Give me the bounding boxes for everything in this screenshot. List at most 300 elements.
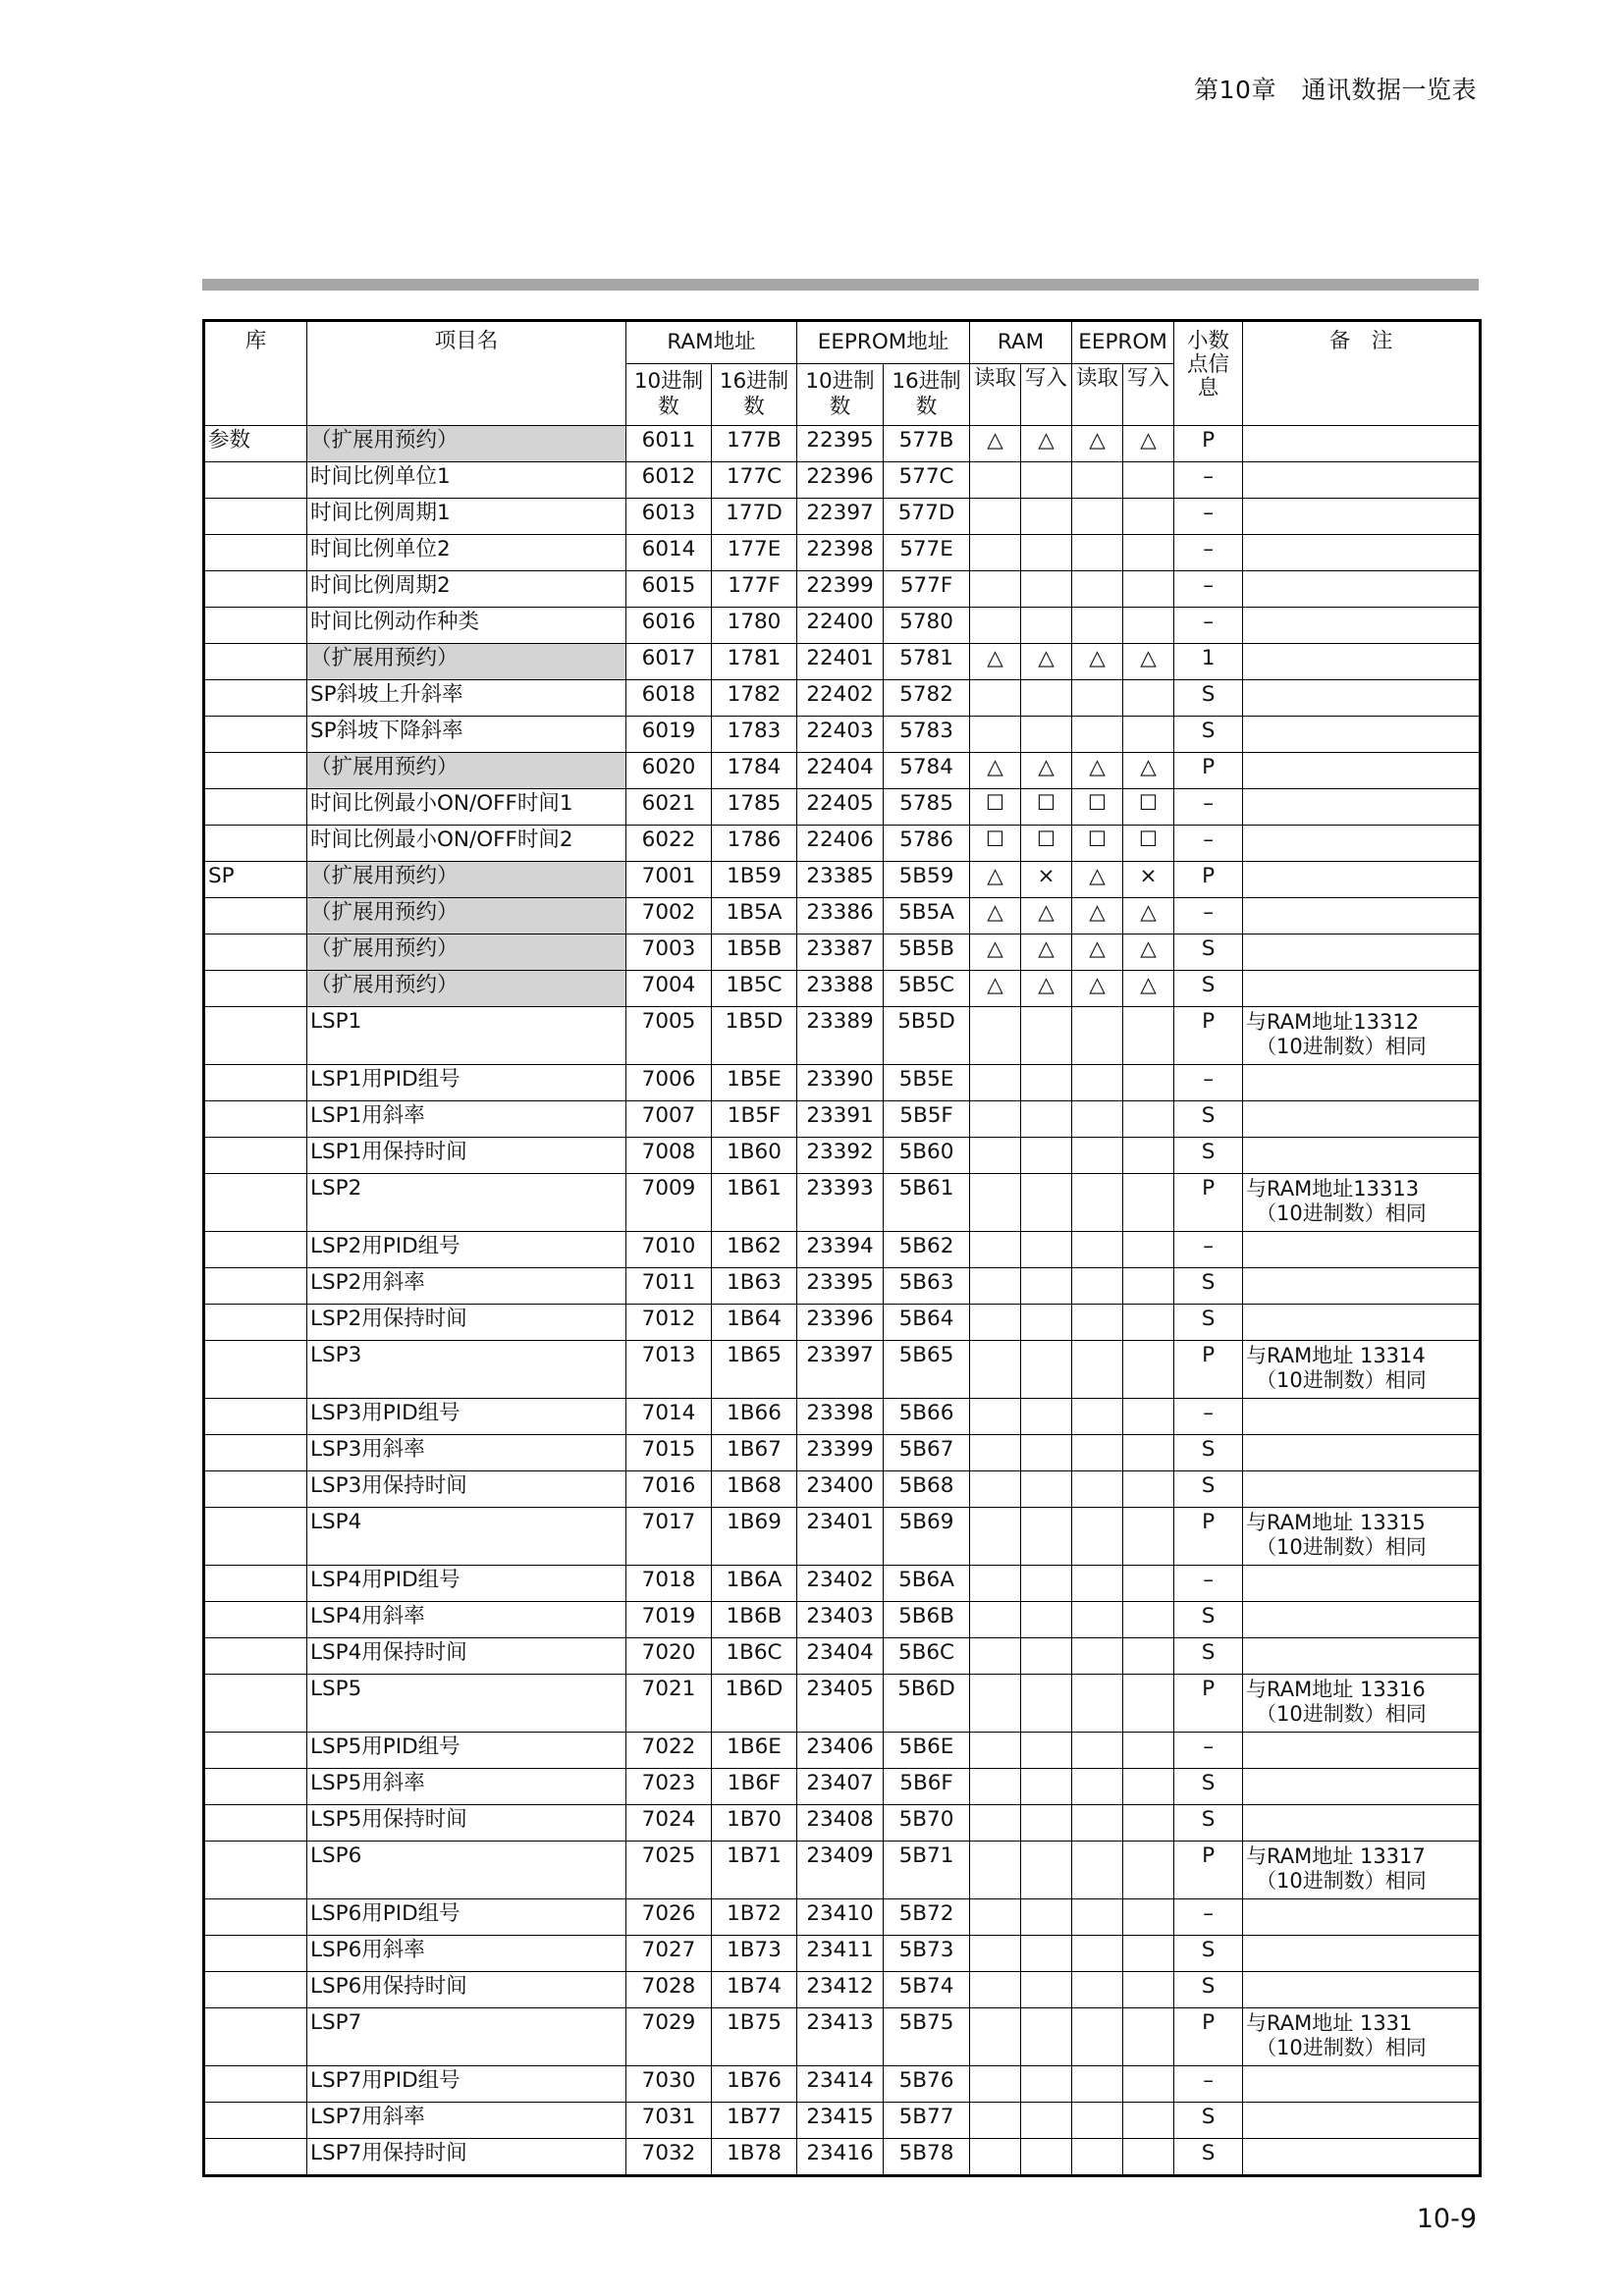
eeprom-dec-cell: 23409 <box>797 1842 884 1899</box>
item-name-cell: LSP3 <box>307 1341 626 1399</box>
eeprom-dec-cell: 23407 <box>797 1769 884 1805</box>
ram-write-cell <box>1021 1733 1072 1769</box>
ram-dec-cell: 7027 <box>626 1936 712 1972</box>
eeprom-read-cell <box>1072 1232 1123 1268</box>
note-cell <box>1243 934 1481 971</box>
item-name-cell: 时间比例单位2 <box>307 535 626 571</box>
ram-write-cell: △ <box>1021 971 1072 1007</box>
ram-read-cell <box>970 1899 1021 1936</box>
eeprom-write-cell: × <box>1123 862 1174 898</box>
decimal-info-cell: – <box>1174 789 1243 826</box>
eeprom-dec-cell: 23386 <box>797 898 884 934</box>
ram-dec-cell: 7021 <box>626 1675 712 1733</box>
decimal-info-cell: – <box>1174 1566 1243 1602</box>
library-cell <box>204 1341 307 1399</box>
ram-hex-cell: 1785 <box>712 789 797 826</box>
ram-dec-cell: 6021 <box>626 789 712 826</box>
ram-hex-cell: 1B71 <box>712 1842 797 1899</box>
ram-hex-cell: 1B76 <box>712 2066 797 2103</box>
ram-write-cell <box>1021 535 1072 571</box>
ram-read-cell <box>970 1805 1021 1842</box>
ram-write-cell <box>1021 1675 1072 1733</box>
eeprom-hex-cell: 5783 <box>884 717 970 753</box>
decimal-info-cell: – <box>1174 1399 1243 1435</box>
eeprom-hex-cell: 5B6B <box>884 1602 970 1638</box>
ram-read-cell <box>970 462 1021 499</box>
note-cell <box>1243 499 1481 535</box>
item-name-cell: LSP5用PID组号 <box>307 1733 626 1769</box>
library-cell <box>204 1007 307 1065</box>
table-row <box>204 971 1481 1007</box>
col-eeprom-hex: 16进制数 <box>884 364 970 426</box>
eeprom-read-cell <box>1072 1899 1123 1936</box>
eeprom-read-cell <box>1072 1101 1123 1138</box>
ram-dec-cell: 7006 <box>626 1065 712 1101</box>
eeprom-hex-cell: 5B71 <box>884 1842 970 1899</box>
ram-write-cell <box>1021 1399 1072 1435</box>
col-note: 备 注 <box>1243 321 1481 426</box>
ram-write-cell <box>1021 1174 1072 1232</box>
table-row <box>204 1602 1481 1638</box>
eeprom-read-cell <box>1072 1566 1123 1602</box>
eeprom-read-cell <box>1072 1972 1123 2008</box>
decimal-info-cell: – <box>1174 1899 1243 1936</box>
library-cell <box>204 571 307 608</box>
ram-read-cell <box>970 1174 1021 1232</box>
eeprom-read-cell <box>1072 717 1123 753</box>
ram-dec-cell: 7004 <box>626 971 712 1007</box>
eeprom-write-cell <box>1123 462 1174 499</box>
note-cell <box>1243 1899 1481 1936</box>
table-row <box>204 898 1481 934</box>
chapter-name: 通讯数据一览表 <box>1301 76 1477 104</box>
eeprom-hex-cell: 5B60 <box>884 1138 970 1174</box>
ram-write-cell <box>1021 680 1072 717</box>
ram-write-cell <box>1021 1805 1072 1842</box>
note-cell <box>1243 1805 1481 1842</box>
ram-read-cell <box>970 1675 1021 1733</box>
note-line-2: （10进制数）相同 <box>1256 1201 1427 1225</box>
eeprom-write-cell <box>1123 1769 1174 1805</box>
decimal-info-cell: – <box>1174 1232 1243 1268</box>
eeprom-hex-cell: 5B72 <box>884 1899 970 1936</box>
eeprom-write-cell: ☐ <box>1123 826 1174 862</box>
item-name-cell: LSP2 <box>307 1174 626 1232</box>
eeprom-hex-cell: 577C <box>884 462 970 499</box>
ram-dec-cell: 7015 <box>626 1435 712 1471</box>
item-name-cell: LSP5用斜率 <box>307 1769 626 1805</box>
library-cell <box>204 2103 307 2139</box>
eeprom-write-cell <box>1123 2103 1174 2139</box>
table-row <box>204 571 1481 608</box>
note-cell <box>1243 2008 1481 2066</box>
col-ram-read: 读取 <box>970 364 1021 426</box>
eeprom-read-cell <box>1072 1508 1123 1566</box>
item-name-cell: （扩展用预约） <box>307 898 626 934</box>
library-cell <box>204 1675 307 1733</box>
eeprom-write-cell <box>1123 1899 1174 1936</box>
col-eeprom-read: 读取 <box>1072 364 1123 426</box>
library-cell <box>204 717 307 753</box>
decimal-info-cell: S <box>1174 1602 1243 1638</box>
library-cell <box>204 1065 307 1101</box>
ram-write-cell <box>1021 1471 1072 1508</box>
ram-hex-cell: 1B6C <box>712 1638 797 1675</box>
library-cell <box>204 934 307 971</box>
eeprom-dec-cell: 22400 <box>797 608 884 644</box>
eeprom-write-cell <box>1123 1936 1174 1972</box>
eeprom-hex-cell: 5B78 <box>884 2139 970 2176</box>
library-cell <box>204 1101 307 1138</box>
item-name-cell: LSP7用斜率 <box>307 2103 626 2139</box>
ram-hex-cell: 1B6D <box>712 1675 797 1733</box>
eeprom-read-cell <box>1072 608 1123 644</box>
col-ram-write: 写入 <box>1021 364 1072 426</box>
library-cell <box>204 535 307 571</box>
ram-hex-cell: 1B5D <box>712 1007 797 1065</box>
library-cell <box>204 1174 307 1232</box>
table-row <box>204 1174 1481 1232</box>
ram-read-cell <box>970 717 1021 753</box>
note-cell <box>1243 608 1481 644</box>
eeprom-write-cell: △ <box>1123 644 1174 680</box>
eeprom-write-cell: ☐ <box>1123 789 1174 826</box>
eeprom-hex-cell: 577B <box>884 426 970 462</box>
eeprom-read-cell <box>1072 1399 1123 1435</box>
ram-dec-cell: 6019 <box>626 717 712 753</box>
note-cell <box>1243 1007 1481 1065</box>
note-cell <box>1243 1399 1481 1435</box>
eeprom-hex-cell: 5B69 <box>884 1508 970 1566</box>
eeprom-write-cell <box>1123 1638 1174 1675</box>
decimal-info-cell: S <box>1174 1805 1243 1842</box>
eeprom-write-cell <box>1123 1435 1174 1471</box>
eeprom-read-cell <box>1072 1007 1123 1065</box>
ram-dec-cell: 7018 <box>626 1566 712 1602</box>
eeprom-write-cell <box>1123 1174 1174 1232</box>
eeprom-dec-cell: 23396 <box>797 1305 884 1341</box>
eeprom-hex-cell: 5B6F <box>884 1769 970 1805</box>
eeprom-dec-cell: 23403 <box>797 1602 884 1638</box>
table-row <box>204 426 1481 462</box>
ram-dec-cell: 6012 <box>626 462 712 499</box>
library-cell <box>204 1805 307 1842</box>
ram-hex-cell: 1B64 <box>712 1305 797 1341</box>
eeprom-write-cell <box>1123 1602 1174 1638</box>
note-line-2: （10进制数）相同 <box>1256 1368 1427 1392</box>
library-cell <box>204 1268 307 1305</box>
note-cell <box>1243 680 1481 717</box>
item-name-cell: 时间比例最小ON/OFF时间2 <box>307 826 626 862</box>
chapter-number: 第10章 <box>1194 76 1276 104</box>
note-cell <box>1243 1268 1481 1305</box>
item-name-cell: LSP1用保持时间 <box>307 1138 626 1174</box>
ram-dec-cell: 7010 <box>626 1232 712 1268</box>
ram-write-cell <box>1021 1435 1072 1471</box>
ram-dec-cell: 7032 <box>626 2139 712 2176</box>
table-row <box>204 1936 1481 1972</box>
ram-dec-cell: 7016 <box>626 1471 712 1508</box>
eeprom-hex-cell: 5B6C <box>884 1638 970 1675</box>
library-cell <box>204 1471 307 1508</box>
table-row <box>204 1899 1481 1936</box>
eeprom-hex-cell: 5B65 <box>884 1341 970 1399</box>
decimal-info-cell: S <box>1174 1936 1243 1972</box>
ram-hex-cell: 1B59 <box>712 862 797 898</box>
col-decimal: 小数点信息 <box>1174 321 1243 426</box>
table-row <box>204 462 1481 499</box>
eeprom-write-cell <box>1123 535 1174 571</box>
eeprom-write-cell <box>1123 1138 1174 1174</box>
table-row <box>204 2066 1481 2103</box>
ram-dec-cell: 7026 <box>626 1899 712 1936</box>
ram-read-cell <box>970 1341 1021 1399</box>
eeprom-read-cell: △ <box>1072 426 1123 462</box>
ram-write-cell <box>1021 717 1072 753</box>
eeprom-dec-cell: 22399 <box>797 571 884 608</box>
eeprom-read-cell <box>1072 1435 1123 1471</box>
ram-hex-cell: 1B5B <box>712 934 797 971</box>
note-line-1: 与RAM地址 13316 <box>1246 1678 1426 1701</box>
eeprom-hex-cell: 5B70 <box>884 1805 970 1842</box>
eeprom-dec-cell: 22398 <box>797 535 884 571</box>
eeprom-hex-cell: 5B67 <box>884 1435 970 1471</box>
col-eeprom: EEPROM <box>1072 321 1174 364</box>
ram-dec-cell: 6016 <box>626 608 712 644</box>
ram-hex-cell: 1B6A <box>712 1566 797 1602</box>
decimal-info-cell: S <box>1174 1101 1243 1138</box>
note-line-2: （10进制数）相同 <box>1256 1869 1427 1893</box>
eeprom-read-cell <box>1072 1268 1123 1305</box>
note-line-1: 与RAM地址 13314 <box>1246 1344 1426 1367</box>
eeprom-write-cell <box>1123 1305 1174 1341</box>
library-cell <box>204 1936 307 1972</box>
note-cell <box>1243 1471 1481 1508</box>
ram-read-cell <box>970 1972 1021 2008</box>
ram-hex-cell: 177C <box>712 462 797 499</box>
ram-read-cell: △ <box>970 753 1021 789</box>
ram-write-cell <box>1021 1842 1072 1899</box>
eeprom-write-cell <box>1123 717 1174 753</box>
eeprom-write-cell: △ <box>1123 753 1174 789</box>
ram-dec-cell: 7012 <box>626 1305 712 1341</box>
note-cell <box>1243 789 1481 826</box>
item-name-cell: LSP2用PID组号 <box>307 1232 626 1268</box>
eeprom-write-cell <box>1123 2008 1174 2066</box>
ram-dec-cell: 6022 <box>626 826 712 862</box>
ram-write-cell: × <box>1021 862 1072 898</box>
ram-dec-cell: 7007 <box>626 1101 712 1138</box>
note-cell <box>1243 1638 1481 1675</box>
table-row <box>204 1007 1481 1065</box>
ram-hex-cell: 1B6F <box>712 1769 797 1805</box>
eeprom-read-cell <box>1072 680 1123 717</box>
ram-read-cell: △ <box>970 898 1021 934</box>
ram-dec-cell: 6018 <box>626 680 712 717</box>
ram-dec-cell: 6014 <box>626 535 712 571</box>
eeprom-read-cell <box>1072 1733 1123 1769</box>
note-cell <box>1243 1733 1481 1769</box>
ram-write-cell <box>1021 1065 1072 1101</box>
eeprom-read-cell: △ <box>1072 971 1123 1007</box>
ram-hex-cell: 1B70 <box>712 1805 797 1842</box>
item-name-cell: LSP2用保持时间 <box>307 1305 626 1341</box>
item-name-cell: LSP1用斜率 <box>307 1101 626 1138</box>
eeprom-write-cell <box>1123 1471 1174 1508</box>
ram-read-cell <box>970 535 1021 571</box>
ram-write-cell: ☐ <box>1021 826 1072 862</box>
library-cell: SP <box>204 862 307 898</box>
eeprom-write-cell <box>1123 499 1174 535</box>
ram-hex-cell: 1B6E <box>712 1733 797 1769</box>
ram-write-cell <box>1021 462 1072 499</box>
decimal-info-cell: S <box>1174 1638 1243 1675</box>
decimal-info-cell: P <box>1174 1675 1243 1733</box>
ram-read-cell <box>970 1769 1021 1805</box>
eeprom-dec-cell: 23414 <box>797 2066 884 2103</box>
ram-hex-cell: 1B72 <box>712 1899 797 1936</box>
ram-write-cell: ☐ <box>1021 789 1072 826</box>
ram-read-cell <box>970 2139 1021 2176</box>
eeprom-hex-cell: 5B5C <box>884 971 970 1007</box>
eeprom-write-cell <box>1123 571 1174 608</box>
library-cell <box>204 2066 307 2103</box>
eeprom-hex-cell: 5B6A <box>884 1566 970 1602</box>
note-line-2: （10进制数）相同 <box>1256 1702 1427 1726</box>
eeprom-write-cell <box>1123 680 1174 717</box>
decimal-info-cell: P <box>1174 1007 1243 1065</box>
table-row <box>204 1972 1481 2008</box>
item-name-cell: LSP2用斜率 <box>307 1268 626 1305</box>
item-name-cell: LSP3用斜率 <box>307 1435 626 1471</box>
note-cell <box>1243 644 1481 680</box>
decimal-info-cell: S <box>1174 717 1243 753</box>
ram-read-cell: ☐ <box>970 826 1021 862</box>
library-cell <box>204 826 307 862</box>
eeprom-read-cell: △ <box>1072 753 1123 789</box>
item-name-cell: LSP6用斜率 <box>307 1936 626 1972</box>
eeprom-read-cell <box>1072 2139 1123 2176</box>
ram-read-cell <box>970 608 1021 644</box>
decimal-info-cell: P <box>1174 1508 1243 1566</box>
eeprom-dec-cell: 22397 <box>797 499 884 535</box>
item-name-cell: （扩展用预约） <box>307 971 626 1007</box>
item-name-cell: LSP5 <box>307 1675 626 1733</box>
eeprom-read-cell <box>1072 571 1123 608</box>
note-cell <box>1243 1232 1481 1268</box>
item-name-cell: LSP6用保持时间 <box>307 1972 626 2008</box>
eeprom-write-cell <box>1123 1566 1174 1602</box>
ram-write-cell <box>1021 2066 1072 2103</box>
note-line-1: 与RAM地址 1331 <box>1246 2011 1413 2035</box>
decimal-info-cell: – <box>1174 2066 1243 2103</box>
ram-hex-cell: 1786 <box>712 826 797 862</box>
eeprom-dec-cell: 23389 <box>797 1007 884 1065</box>
eeprom-dec-cell: 23402 <box>797 1566 884 1602</box>
decimal-info-cell: P <box>1174 1174 1243 1232</box>
ram-read-cell <box>970 1733 1021 1769</box>
eeprom-read-cell <box>1072 2103 1123 2139</box>
ram-dec-cell: 7019 <box>626 1602 712 1638</box>
item-name-cell: LSP7用保持时间 <box>307 2139 626 2176</box>
ram-write-cell <box>1021 1638 1072 1675</box>
ram-dec-cell: 7023 <box>626 1769 712 1805</box>
ram-write-cell <box>1021 2103 1072 2139</box>
table-header <box>204 321 1481 426</box>
col-eeprom-addr: EEPROM地址 <box>797 321 970 364</box>
col-eeprom-write: 写入 <box>1123 364 1174 426</box>
item-name-cell: LSP3用PID组号 <box>307 1399 626 1435</box>
ram-write-cell <box>1021 608 1072 644</box>
decimal-info-cell: P <box>1174 1341 1243 1399</box>
table-row <box>204 2008 1481 2066</box>
eeprom-hex-cell: 5B5D <box>884 1007 970 1065</box>
ram-hex-cell: 1B6B <box>712 1602 797 1638</box>
eeprom-write-cell <box>1123 2066 1174 2103</box>
item-name-cell: LSP7用PID组号 <box>307 2066 626 2103</box>
eeprom-read-cell: △ <box>1072 644 1123 680</box>
ram-hex-cell: 1782 <box>712 680 797 717</box>
note-cell <box>1243 571 1481 608</box>
eeprom-dec-cell: 23410 <box>797 1899 884 1936</box>
ram-read-cell <box>970 1138 1021 1174</box>
ram-write-cell: △ <box>1021 644 1072 680</box>
ram-read-cell <box>970 2066 1021 2103</box>
note-line-1: 与RAM地址 13317 <box>1246 1844 1426 1868</box>
decimal-info-cell: P <box>1174 1842 1243 1899</box>
ram-dec-cell: 6011 <box>626 426 712 462</box>
library-cell: 参数 <box>204 426 307 462</box>
library-cell <box>204 898 307 934</box>
eeprom-dec-cell: 22402 <box>797 680 884 717</box>
library-cell <box>204 1399 307 1435</box>
eeprom-write-cell: △ <box>1123 934 1174 971</box>
eeprom-read-cell <box>1072 1805 1123 1842</box>
note-cell <box>1243 1769 1481 1805</box>
ram-dec-cell: 7001 <box>626 862 712 898</box>
eeprom-dec-cell: 23412 <box>797 1972 884 2008</box>
eeprom-write-cell <box>1123 1101 1174 1138</box>
ram-read-cell <box>970 571 1021 608</box>
library-cell <box>204 789 307 826</box>
table-row <box>204 1305 1481 1341</box>
eeprom-read-cell <box>1072 1769 1123 1805</box>
eeprom-hex-cell: 5B5E <box>884 1065 970 1101</box>
item-name-cell: 时间比例最小ON/OFF时间1 <box>307 789 626 826</box>
ram-dec-cell: 7028 <box>626 1972 712 2008</box>
ram-read-cell: △ <box>970 644 1021 680</box>
item-name-cell: SP斜坡上升斜率 <box>307 680 626 717</box>
eeprom-hex-cell: 5B6D <box>884 1675 970 1733</box>
note-cell <box>1243 426 1481 462</box>
decimal-info-cell: P <box>1174 2008 1243 2066</box>
eeprom-dec-cell: 22405 <box>797 789 884 826</box>
ram-hex-cell: 1B5F <box>712 1101 797 1138</box>
eeprom-dec-cell: 23405 <box>797 1675 884 1733</box>
note-cell <box>1243 1842 1481 1899</box>
eeprom-dec-cell: 23392 <box>797 1138 884 1174</box>
ram-read-cell <box>970 1566 1021 1602</box>
eeprom-write-cell <box>1123 1972 1174 2008</box>
eeprom-hex-cell: 5B63 <box>884 1268 970 1305</box>
ram-hex-cell: 1B69 <box>712 1508 797 1566</box>
ram-write-cell <box>1021 1007 1072 1065</box>
ram-dec-cell: 6020 <box>626 753 712 789</box>
ram-dec-cell: 7009 <box>626 1174 712 1232</box>
note-line-1: 与RAM地址13312 <box>1246 1010 1420 1034</box>
ram-write-cell <box>1021 1232 1072 1268</box>
eeprom-write-cell <box>1123 1508 1174 1566</box>
